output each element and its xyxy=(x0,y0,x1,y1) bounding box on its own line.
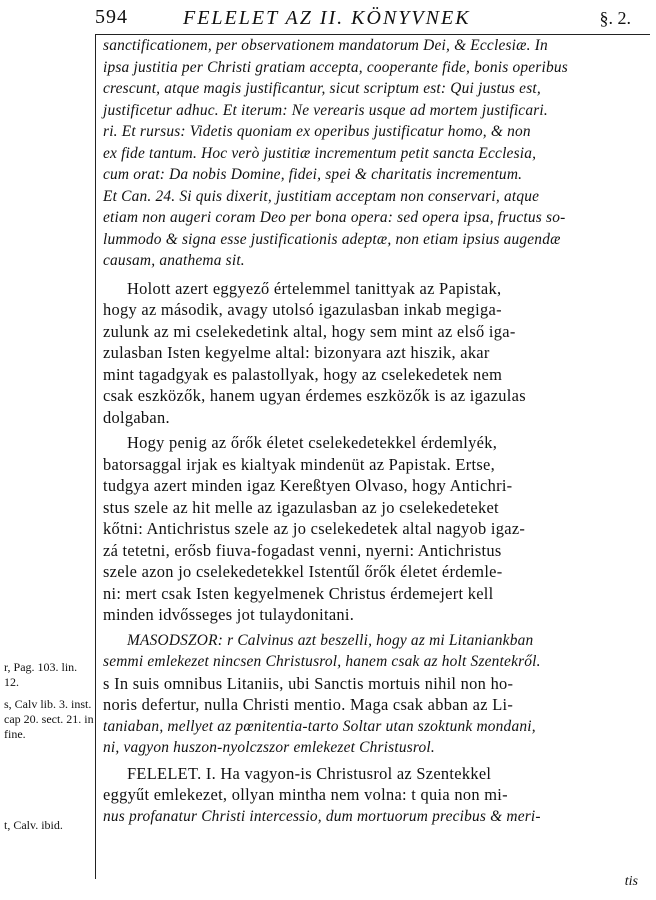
text-line: ni: mert csak Isten kegyelmenek Christus érdemejert kell xyxy=(103,583,494,603)
paragraph-4 xyxy=(103,763,641,828)
text-line: MASODSZOR: r Calvinus azt beszelli, hogy az mi Litaniankban xyxy=(127,631,534,649)
text-line: szele azon jo cselekedetekkel Istentűl őrők életet érdemle- xyxy=(103,562,503,581)
text-line: csak eszközők, hanem ugyan érdemes eszközők is az igazulas xyxy=(103,386,526,405)
margin-note-r: r, Pag. 103. lin. 12. xyxy=(4,660,78,689)
text-line: sanctificationem, per observationem mandatorum Dei, & Ecclesiæ. In xyxy=(103,37,548,54)
text-line: semmi emlekezet nincsen Christusrol, hanem csak az holt Szentekről. xyxy=(103,653,541,670)
section-mark: §. 2. xyxy=(599,8,631,28)
text-line: hogy az második, avagy utolsó igazulasban inkab megiga- xyxy=(103,300,502,319)
text-line: Et Can. 24. Si quis dixerit, justitiam acceptam non conservari, atque xyxy=(103,187,540,205)
text-line: Holott azert eggyező értelemmel tanittyak az Papistak, xyxy=(127,278,502,298)
text-line: causam, anathema sit. xyxy=(103,252,245,269)
text-line: zulasban Isten kegyelme altal: bizonyara azt hiszik, akar xyxy=(103,343,490,362)
text-line: minden idvősseges jot tulaydonitani. xyxy=(103,605,355,624)
page-number: 594 xyxy=(95,6,128,28)
text-line: eggyűt emlekezet, ollyan mintha nem volna: t quia non mi- xyxy=(103,785,508,804)
catchword: tis xyxy=(624,874,638,889)
text-line: dolgaban. xyxy=(103,407,170,427)
margin-note-s: s, Calv lib. 3. inst. cap 20. sect. 21. in fine. xyxy=(4,697,94,741)
text-line: s In suis omnibus Litaniis, ubi Sanctis mortuis nihil non ho- xyxy=(103,673,514,693)
latin-quotation xyxy=(103,35,641,272)
paragraph-1 xyxy=(103,278,641,429)
text-line: ex fide tantum. Hoc verò justitiæ incrementum petit sancta Ecclesia, xyxy=(103,144,537,162)
text-line: ni, vagyon huszon-nyolczszor emlekezet Christusrol. xyxy=(103,739,435,756)
text-line: FELELET. I. Ha vagyon-is Christusrol az Szentekkel xyxy=(127,763,492,783)
text-line: nus profanatur Christi intercessio, dum mortuorum precibus & meri- xyxy=(103,807,541,825)
running-title: FELELET AZ II. KÖNYVNEK xyxy=(183,7,471,29)
text-line: ri. Et rursus: Videtis quoniam ex operibus justificatur homo, & non xyxy=(103,123,531,140)
text-line: kőtni: Antichristus szele az jo cselekedetek altal nagyob igaz- xyxy=(103,519,526,538)
page-header xyxy=(95,2,651,32)
text-line: batorsaggal irjak es kialtyak mindenüt az Papistak. Ertse, xyxy=(103,454,495,474)
text-line: Hogy penig az őrők életet cselekedetekkel érdemlyék, xyxy=(127,433,498,452)
text-line: lummodo & signa esse justificationis adeptæ, non etiam ipsius augendæ xyxy=(103,230,561,248)
frame-rule-left xyxy=(95,34,96,879)
text-line: tudgya azert minden igaz Kereßtyen Olvaso, hogy Antichri- xyxy=(103,476,513,495)
margin-note-t: t, Calv. ibid. xyxy=(4,818,63,832)
text-line: crescunt, atque magis justificantur, sicut scriptum est: Qui justus est, xyxy=(103,80,541,97)
text-line: ipsa justitia per Christi gratiam accepta, cooperante fide, bonis operibus xyxy=(103,58,568,76)
text-line: zá tetetni, erősb fiuva-fogadast venni, nyerni: Antichristus xyxy=(103,540,502,560)
text-line: mint tagadgyak es palastollyak, hogy az cselekedetek nem xyxy=(103,364,503,384)
text-line: stus szele az hit melle az igazulasban az jo cselekedeteket xyxy=(103,497,499,517)
text-line: etiam non augeri coram Deo per bona opera: sed opera ipsa, fructus so- xyxy=(103,209,566,226)
paragraph-3 xyxy=(103,630,641,759)
text-line: cum orat: Da nobis Domine, fidei, spei & charitatis incrementum. xyxy=(103,166,523,183)
text-line: justificetur adhuc. Et iterum: Ne verearis usque ad mortem justificari. xyxy=(103,101,548,119)
text-line: zulunk az mi cselekedetink altal, hogy sem mint az első iga- xyxy=(103,321,516,341)
text-column xyxy=(103,35,641,885)
text-line: noris defertur, nulla Christi mentio. Maga csak abban az Li- xyxy=(103,695,514,714)
paragraph-2 xyxy=(103,432,641,626)
text-line: taniaban, mellyet az pœnitentia-tarto Soltar utan szoktunk mondani, xyxy=(103,717,536,735)
